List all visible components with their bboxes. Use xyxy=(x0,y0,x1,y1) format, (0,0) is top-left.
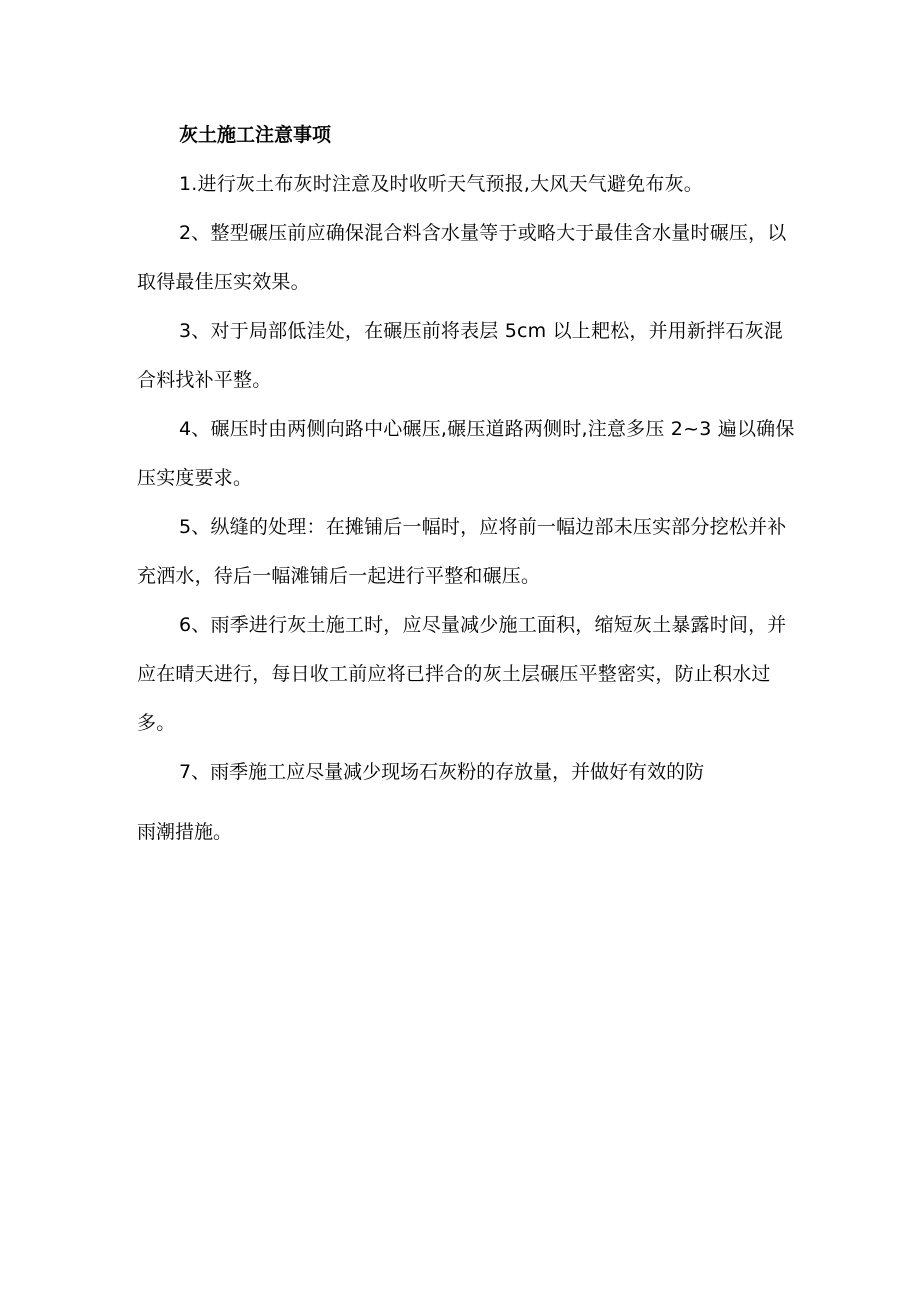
item-4: 4、碾压时由两侧向路中心碾压,碾压道路两侧时,注意多压 2~3 遍以确保压实度要求。 xyxy=(137,418,795,489)
item-2: 2、整型碾压前应确保混合料含水量等于或略大于最佳含水量时碾压，以取得最佳压实效果。 xyxy=(137,222,787,293)
document-title: 灰土施工注意事项 xyxy=(179,124,332,146)
item-1: 1.进行灰土布灰时注意及时收听天气预报,大风天气避免布灰。 xyxy=(179,173,703,195)
item-3: 3、对于局部低洼处，在碾压前将表层 5cm 以上耙松，并用新拌石灰混合料找补平整。 xyxy=(137,320,784,391)
item-7-line-1: 7、雨季施工应尽量减少现场石灰粉的存放量，并做好有效的防 xyxy=(179,761,705,783)
item-6: 6、雨季进行灰土施工时，应尽量减少施工面积，缩短灰土暴露时间，并应在晴天进行，每日收工前应将已拌合的灰土层碾压平整密实，防止积水过多。 xyxy=(137,614,787,734)
item-7-line-2: 雨潮措施。 xyxy=(137,821,233,843)
item-5: 5、纵缝的处理：在摊铺后一幅时，应将前一幅边部未压实部分挖松并补充洒水，待后一幅滩铺后一起进行平整和碾压。 xyxy=(137,516,787,587)
